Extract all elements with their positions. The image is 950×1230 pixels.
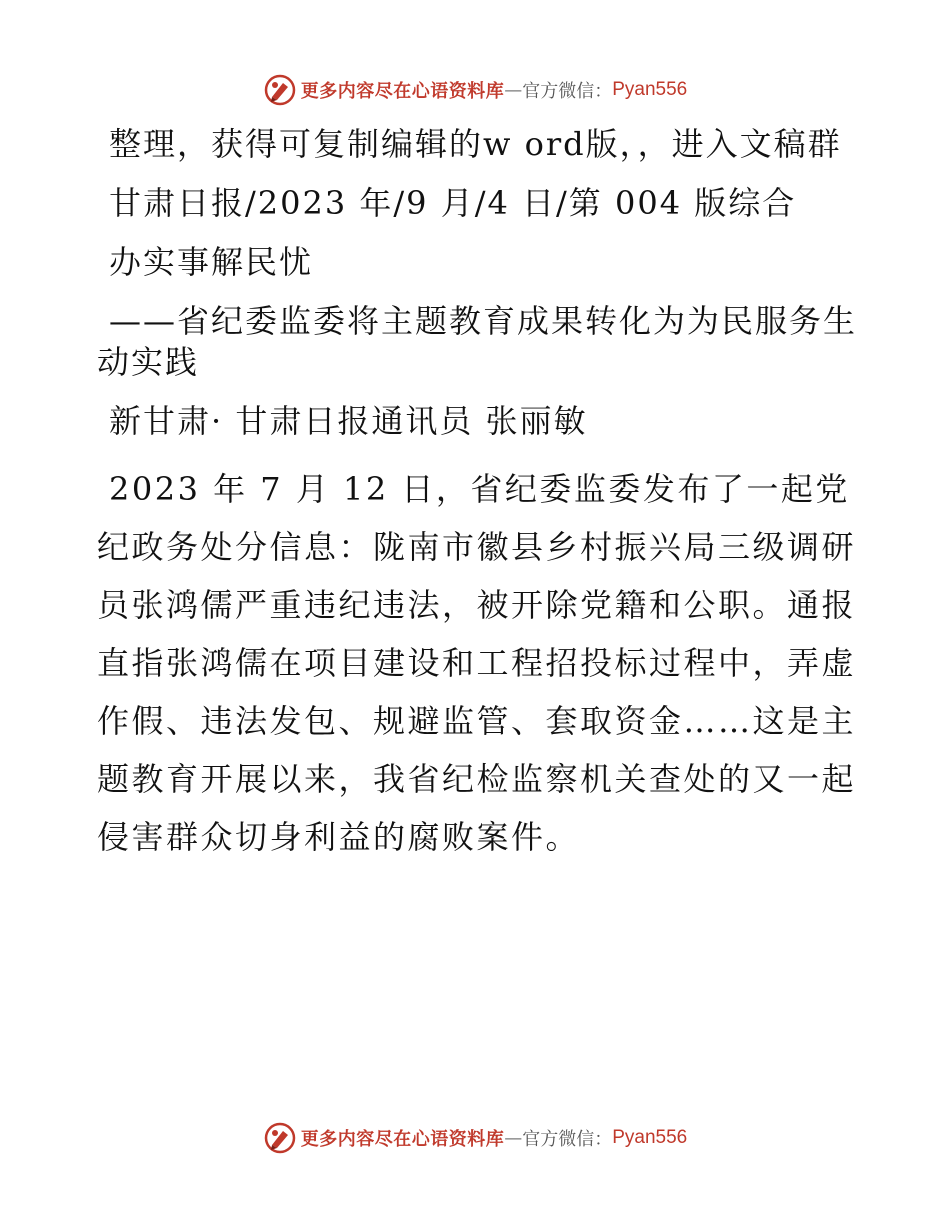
footer-watermark-banner [0, 1118, 950, 1158]
source-line: 甘肃日报/2023 年/9 月/4 日/第 004 版综合 [109, 184, 797, 222]
document-content [97, 124, 857, 884]
article-title: 办实事解民忧 [109, 243, 314, 281]
intro-paragraph: 整理，获得可复制编辑的w ord版，，进入文稿群 [109, 125, 842, 163]
banner-official-label: 官方微信： [522, 81, 613, 102]
banner-wechat-id: Pyan556 [612, 1127, 688, 1148]
article-subtitle: ——省纪委监委将主题教育成果转化为为民服务生动实践 [97, 302, 858, 381]
banner-separator: — [504, 1127, 523, 1149]
banner-separator: — [504, 79, 523, 101]
logo-icon [263, 73, 297, 107]
body-paragraph: 2023 年 7 月 12 日，省纪委监委发布了一起党纪政务处分信息：陇南市徽县乡村振兴局三级调研员张鸿儒严重违纪违法，被开除党籍和公职。通报直指张鸿儒在项目建设和工程招投标过程中，弄虚作假、违法发包、规避监管、套取资金……这是主题教育开展以来，我省纪检监察机关查处的又一起侵害群众切身利益的腐败案件。 [97, 470, 857, 856]
banner-official-label: 官方微信： [522, 1129, 613, 1150]
banner-main-text: 更多内容尽在心语资料库 [300, 1129, 505, 1150]
banner-main-text: 更多内容尽在心语资料库 [300, 81, 505, 102]
banner-wechat-id: Pyan556 [612, 79, 688, 100]
header-watermark-banner [0, 70, 950, 110]
byline: 新甘肃· 甘肃日报通讯员 张丽敏 [109, 402, 588, 440]
logo-icon [263, 1121, 297, 1155]
